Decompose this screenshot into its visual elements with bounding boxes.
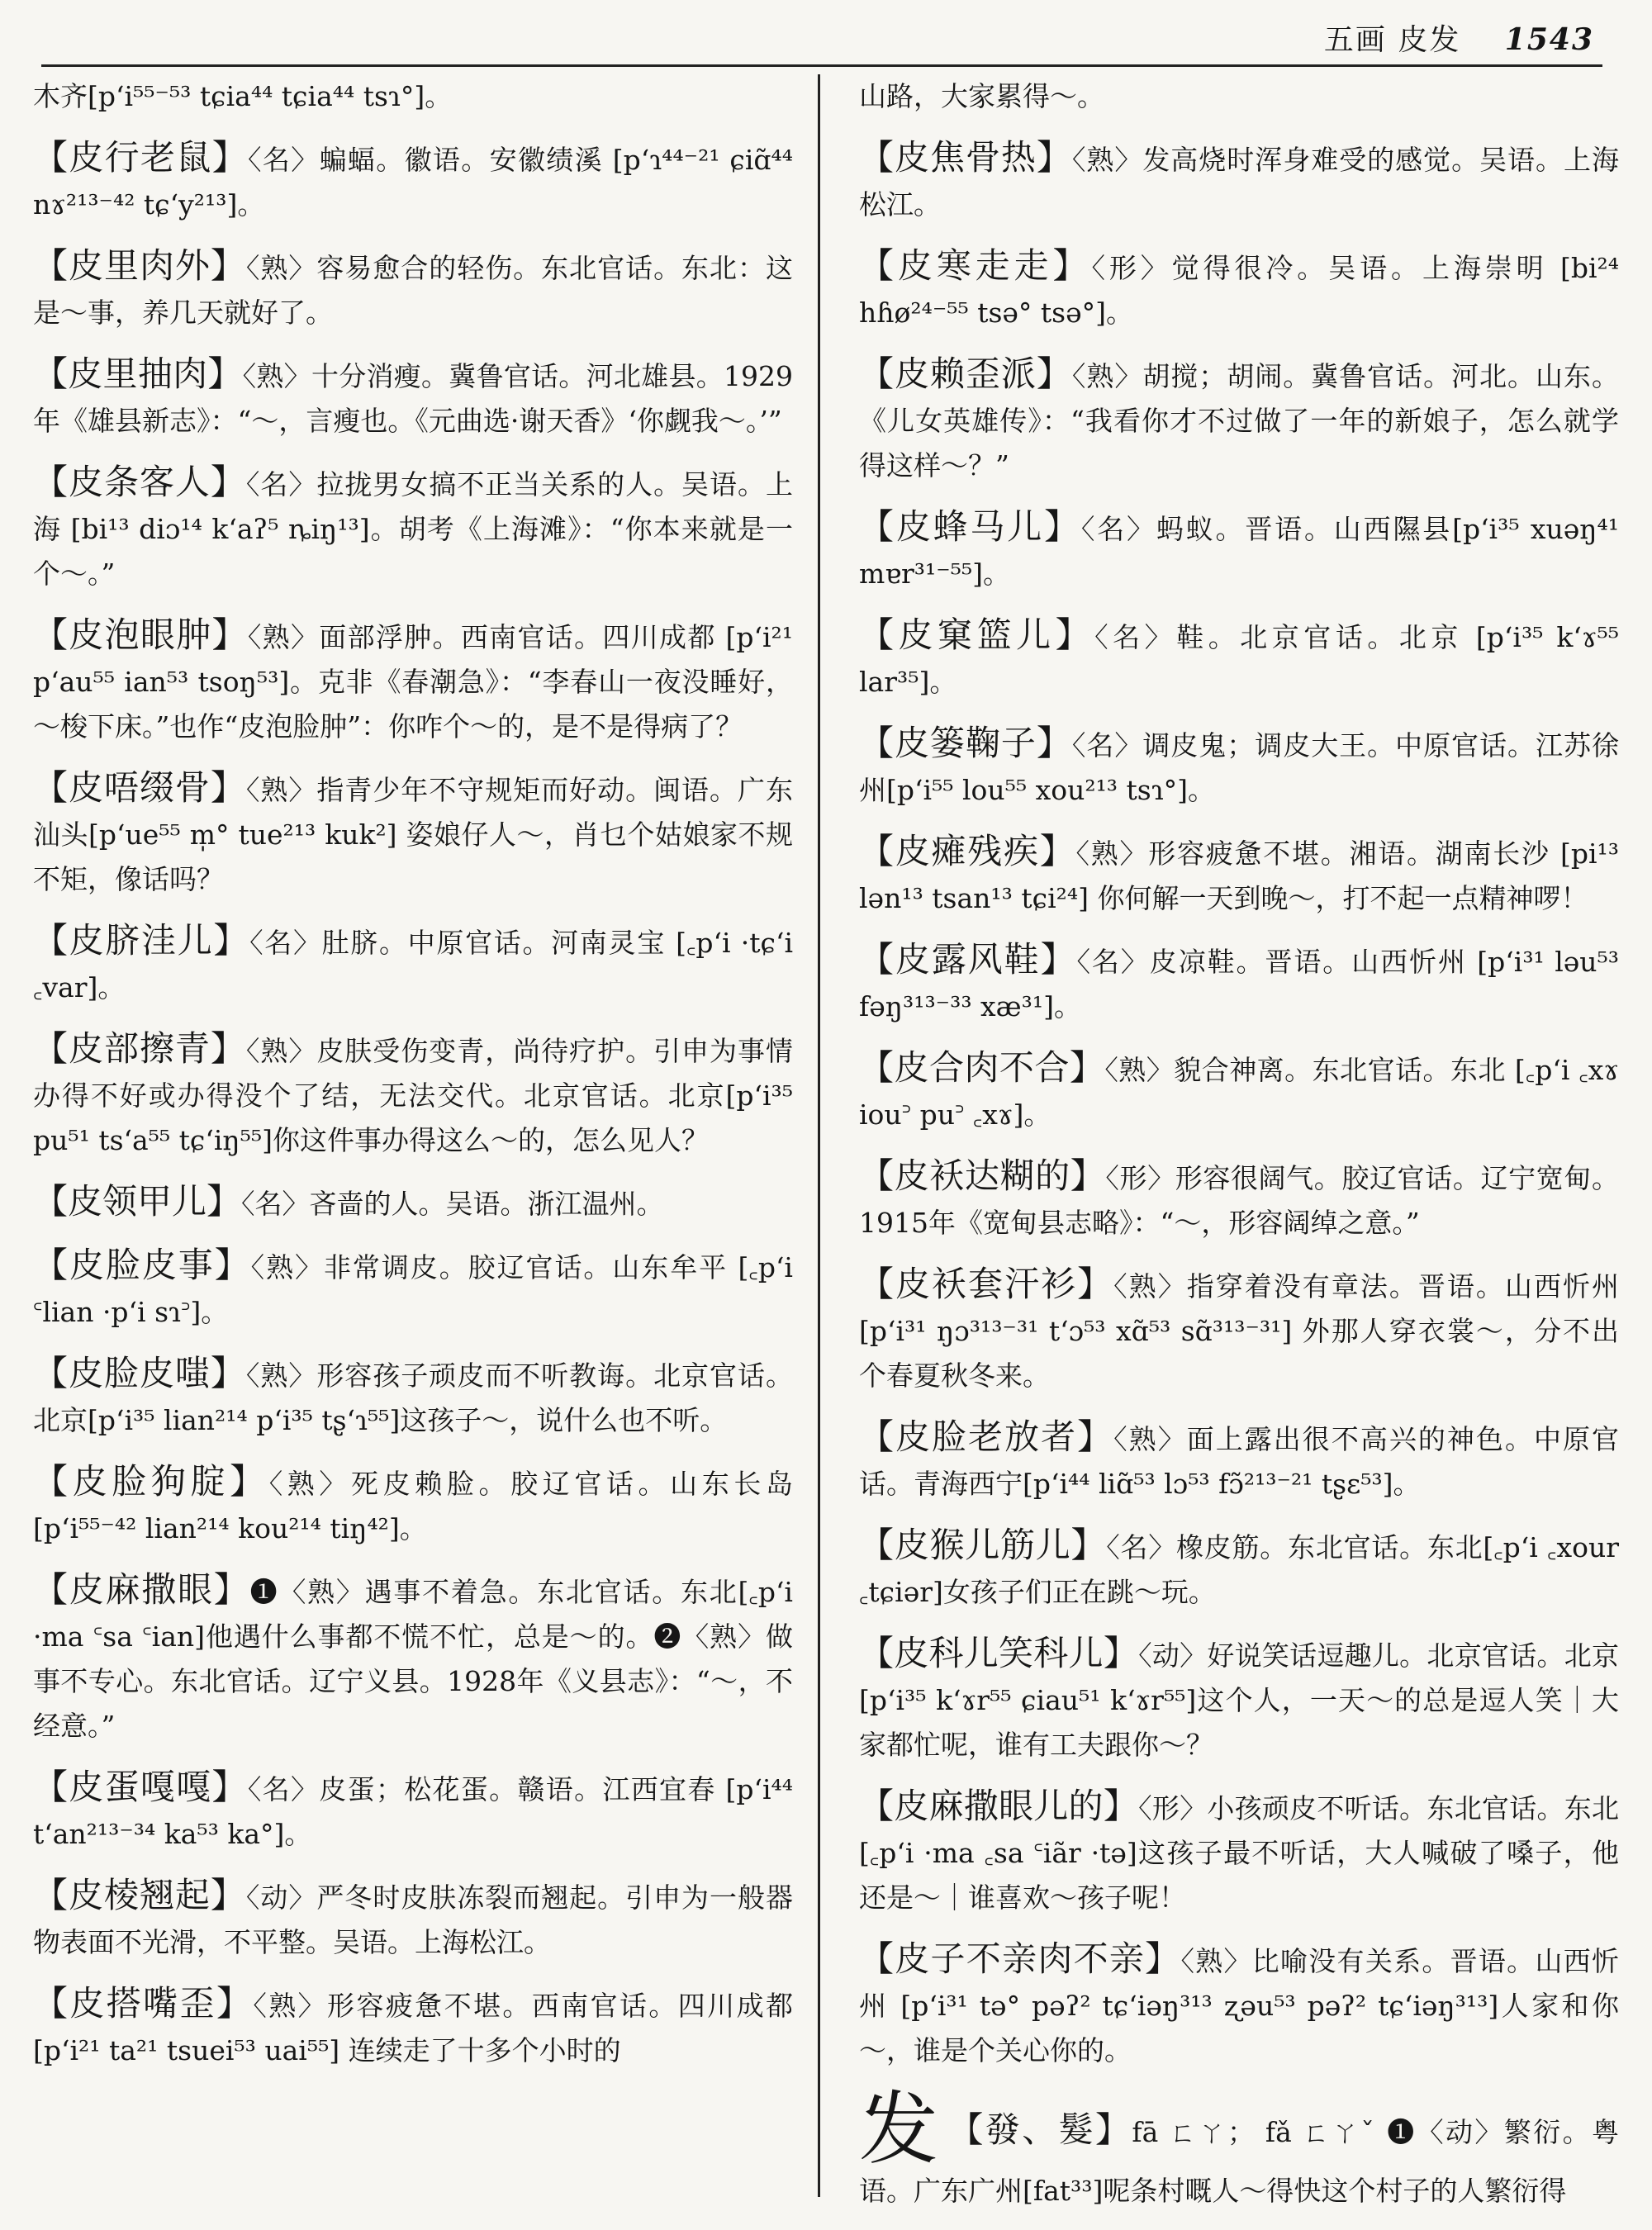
- entry: [33, 244, 793, 335]
- entry: [859, 1046, 1619, 1137]
- entry-definition: fā ㄈㄚ； fǎ ㄈㄚˇ ❶〈动〉繁衍。粤语。广东广州[fat³³]呢条村嘅人～得快这个村子的人繁衍得: [859, 2116, 1619, 2207]
- entry-headword: 【皮唔缀骨】: [33, 767, 246, 808]
- entry: [33, 1981, 793, 2073]
- column-divider: [818, 74, 820, 2197]
- entry-definition: 〈动〉好说笑话逗趣儿。北京官话。北京[pʻi³⁵ kʻɤr⁵⁵ ɕiau⁵¹ kʻɤr⁵⁵]这个人，一天～的总是逗人笑｜大家都忙呢，谁有工夫跟你～？: [859, 1639, 1619, 1761]
- entry-definition: 〈熟〉形容孩子顽皮而不听教诲。北京官话。北京[pʻi³⁵ lian²¹⁴ pʻi³⁵ tʂʻɿ⁵⁵]这孩子～，说什么也不听。: [33, 1359, 793, 1436]
- entry-headword: 【皮猴儿筋儿】: [859, 1525, 1107, 1565]
- entry: [859, 829, 1619, 921]
- entry: [33, 766, 793, 902]
- entry-definition: 〈熟〉比喻没有关系。晋语。山西忻州 [pʻi³¹ tə° pəʔ² tɕʻiəŋ³¹³ ʐəu⁵³ pəʔ² tɕʻiəŋ³¹³]人家和你～，谁是个关心你的。: [859, 1945, 1619, 2066]
- entry-headword: 【皮脐洼儿】: [33, 920, 250, 961]
- entry-headword: 【皮露风鞋】: [859, 939, 1077, 980]
- entry-headword: 【皮合肉不合】: [859, 1047, 1105, 1088]
- entry-headword: 【皮领甲儿】: [33, 1181, 242, 1222]
- entry-headword: 【皮部擦青】: [33, 1028, 246, 1069]
- entry-headword: 【皮棱翘起】: [33, 1875, 246, 1915]
- entry-headword: 【皮脸皮事】: [33, 1245, 251, 1285]
- entry-definition: 〈形〉小孩顽皮不听话。东北官话。东北[꜀pʻi ·ma ꜀sa ꜂iãr ·tə]这孩子最不听话，大人喊破了嗓子，他还是～｜谁喜欢～孩子呢！: [859, 1792, 1619, 1914]
- entry-definition: 〈名〉皮蛋；松花蛋。赣语。江西宜春 [pʻi⁴⁴ tʻan²¹³⁻³⁴ ka⁵³ ka°]。: [33, 1773, 793, 1850]
- entry-headword: 【皮寒走走】: [859, 245, 1092, 286]
- entry: [859, 135, 1619, 227]
- entry-definition: 〈熟〉胡搅；胡闹。冀鲁官话。河北。山东。《儿女英雄传》：“我看你才不过做了一年的新娘子，怎么就学得这样～？”: [859, 360, 1619, 482]
- entry: [859, 1631, 1619, 1767]
- entry: [33, 1243, 793, 1335]
- entry: [859, 1154, 1619, 1245]
- entry: [33, 460, 793, 596]
- entry-definition: 〈名〉拉拢男女搞不正当关系的人。吴语。上海 [bi¹³ diɔ¹⁴ kʻaʔ⁵ ȵiŋ¹³]。胡考《上海滩》：“你本来就是一个～。”: [33, 468, 793, 590]
- entry-definition: 〈名〉鞋。北京官话。北京 [pʻi³⁵ kʻɤ⁵⁵ lar³⁵]。: [859, 621, 1619, 698]
- entry-definition: 〈名〉调皮鬼；调皮大王。中原官话。江苏徐州[pʻi⁵⁵ lou⁵⁵ xou²¹³ tsɿ°]。: [859, 729, 1619, 806]
- entry-definition: 〈名〉蝙蝠。徽语。安徽绩溪 [pʻɿ⁴⁴⁻²¹ ɕiɑ̃⁴⁴ nɤ²¹³⁻⁴² tɕʻy²¹³]。: [33, 144, 793, 221]
- entry-headword: 【皮窠篮儿】: [859, 614, 1095, 655]
- page-number: 1543: [1504, 22, 1594, 57]
- entry: [33, 1765, 793, 1857]
- entry-headword: 【皮里抽肉】: [33, 353, 243, 394]
- entry-headword: 【皮行老鼠】: [33, 137, 249, 178]
- entry-definition: 〈名〉肚脐。中原官话。河南灵宝 [꜀pʻi ·tɕʻi ꜀var]。: [33, 927, 793, 1004]
- entry-definition: 〈熟〉皮肤受伤变青，尚待疗护。引申为事情办得不好或办得没个了结，无法交代。北京官话。北京[pʻi³⁵ pu⁵¹ tsʻa⁵⁵ tɕʻiŋ⁵⁵]你这件事办得这么～的，怎么见人？: [33, 1035, 793, 1156]
- entry: [859, 352, 1619, 488]
- entry: [33, 135, 793, 227]
- page-header: [1324, 17, 1594, 59]
- entry: [859, 1784, 1619, 1920]
- continued-text: 木齐[pʻi⁵⁵⁻⁵³ tɕia⁴⁴ tɕia⁴⁴ tsɿ°]。: [33, 80, 453, 112]
- entry-definition: 〈熟〉死皮赖脸。胶辽官话。山东长岛 [pʻi⁵⁵⁻⁴² lian²¹⁴ kou²¹⁴ tiŋ⁴²]。: [33, 1468, 793, 1544]
- entry: [859, 1937, 1619, 2073]
- entry: [33, 1568, 793, 1748]
- entry: [33, 1459, 793, 1551]
- main-character: 发: [859, 2083, 941, 2175]
- entry: [859, 721, 1619, 813]
- entry: [859, 1262, 1619, 1398]
- entry-headword: 【皮麻撒眼】: [33, 1569, 250, 1610]
- entry-definition: 〈熟〉面上露出很不高兴的神色。中原官话。青海西宁[pʻi⁴⁴ liɑ̃⁵³ lɔ⁵³ fɔ̃²¹³⁻²¹ tʂɛ⁵³]。: [859, 1423, 1619, 1500]
- entry-definition: 〈熟〉形容疲惫不堪。湘语。湖南长沙 [pi¹³ lən¹³ tsan¹³ tɕi²⁴] 你何解一天到晚～，打不起一点精神啰！: [859, 837, 1619, 914]
- entry-definition: 〈熟〉指青少年不守规矩而好动。闽语。广东汕头[pʻue⁵⁵ m̩° tue²¹³ kuk²] 姿娘仔人～，肖乜个姑娘家不规不矩，像话吗？: [33, 774, 793, 895]
- entry-definition: 〈名〉皮凉鞋。晋语。山西忻州 [pʻi³¹ ləu⁵³ fəŋ³¹³⁻³³ xæ³¹]。: [859, 946, 1619, 1022]
- entry-headword: 【皮科儿笑科儿】: [859, 1633, 1139, 1673]
- entry-headword: 【皮脸老放者】: [859, 1416, 1114, 1457]
- continued-text: 山路，大家累得～。: [859, 80, 1104, 112]
- entry: [33, 1027, 793, 1163]
- right-column: [859, 74, 1619, 2230]
- entry-headword: 【皮麻撒眼儿的】: [859, 1786, 1139, 1826]
- entry: [33, 1873, 793, 1965]
- entry-definition: 〈形〉觉得很冷。吴语。上海崇明 [bi²⁴ hɦø²⁴⁻⁵⁵ tsə° tsə°]。: [859, 252, 1619, 329]
- entry-headword: 【皮赖歪派】: [859, 353, 1072, 394]
- entry-definition: 〈熟〉形容疲惫不堪。西南官话。四川成都[pʻi²¹ ta²¹ tsuei⁵³ uai⁵⁵] 连续走了十多个小时的: [33, 1990, 793, 2066]
- left-column: [33, 74, 793, 2090]
- section-title: 五画 皮发: [1323, 23, 1461, 57]
- entry-headword: 【皮篓鞠子】: [859, 723, 1072, 763]
- entry: [33, 352, 793, 444]
- entry: [33, 1179, 793, 1226]
- entry-definition: 〈熟〉发高烧时浑身难受的感觉。吴语。上海松江。: [859, 144, 1619, 221]
- entry-headword: 【皮蜂马儿】: [859, 506, 1081, 547]
- entry-definition: 〈动〉严冬时皮肤冻裂而翘起。引申为一般器物表面不光滑，不平整。吴语。上海松江。: [33, 1881, 793, 1958]
- entry-headword: 【皮焦骨热】: [859, 137, 1072, 178]
- entry-headword: 【皮蛋嘎嘎】: [33, 1767, 248, 1807]
- entry-definition: 〈熟〉容易愈合的轻伤。东北官话。东北：这是～事，养几天就好了。: [33, 252, 793, 329]
- entry-definition: 〈熟〉十分消瘦。冀鲁官话。河北雄县。1929年《雄县新志》：“～，言瘦也。《元曲选·谢天香》‘你觑我～。’”: [33, 360, 793, 437]
- entry-definition: 〈熟〉指穿着没有章法。晋语。山西忻州[pʻi³¹ ŋɔ³¹³⁻³¹ tʻɔ⁵³ xɑ̃⁵³ sɑ̃³¹³⁻³¹] 外那人穿衣裳～，分不出个春夏秋冬来。: [859, 1270, 1619, 1392]
- entry: [859, 1523, 1619, 1615]
- entry-headword: 【發、髮】: [948, 2109, 1132, 2150]
- entry-definition: ❶〈熟〉遇事不着急。东北官话。东北[꜀pʻi ·ma ꜂sa ꜂ian]他遇什么事都不慌不忙，总是～的。❷〈熟〉做事不专心。东北官话。辽宁义县。1928年《义县志》：“～，不经意。”: [33, 1576, 793, 1742]
- entry: [859, 1415, 1619, 1506]
- entry-headword: 【皮袄达糊的】: [859, 1155, 1106, 1196]
- entry-definition: 〈名〉蚂蚁。晋语。山西隰县[pʻi³⁵ xuəŋ⁴¹ mɐr³¹⁻⁵⁵]。: [859, 513, 1619, 590]
- entry-definition: 〈熟〉面部浮肿。西南官话。四川成都 [pʻi²¹ pʻau⁵⁵ ian⁵³ tsoŋ⁵³]。克非《春潮急》：“李春山一夜没睡好，～梭下床。”也作“皮泡脸肿”：你咋个～的，是不是得病了？: [33, 621, 793, 743]
- entry-headword: 【皮袄套汗衫】: [859, 1264, 1114, 1304]
- entry: [859, 244, 1619, 335]
- entry-headword: 【皮搭嘴歪】: [33, 1983, 254, 2024]
- entry-headword: 【皮瘫残疾】: [859, 831, 1076, 871]
- header-rule: [41, 64, 1602, 67]
- entry-headword: 【皮泡眼肿】: [33, 614, 248, 655]
- entry-definition: 〈名〉吝啬的人。吴语。浙江温州。: [241, 1188, 664, 1220]
- entry: [859, 937, 1619, 1029]
- entry-definition: 〈熟〉非常调皮。胶辽官话。山东牟平 [꜀pʻi ꜂lian ·pʻi sɿ꜄]。: [33, 1251, 793, 1328]
- entry: [859, 613, 1619, 705]
- entry-headword: 【皮脸狗腚】: [33, 1461, 269, 1502]
- entry-headword: 【皮里肉外】: [33, 245, 246, 286]
- entry: [33, 613, 793, 749]
- entry-definition: 〈熟〉貌合神离。东北官话。东北 [꜀pʻi ꜀xɤ iou꜄ pu꜄ ꜀xɤ]。: [859, 1054, 1619, 1131]
- entry-headword: 【皮脸皮嗤】: [33, 1353, 246, 1393]
- entry: [33, 918, 793, 1010]
- entry: [33, 1351, 793, 1443]
- entry-definition: 〈名〉橡皮筋。东北官话。东北[꜀pʻi ꜀xour ꜀tɕiər]女孩子们正在跳～玩。: [859, 1531, 1619, 1608]
- entry-definition: 〈形〉形容很阔气。胶辽官话。辽宁宽甸。1915年《宽甸县志略》：“～，形容阔绰之意。”: [859, 1162, 1619, 1239]
- entry-fa: [859, 2083, 1619, 2213]
- entry-headword: 【皮条客人】: [33, 462, 246, 502]
- entry: [859, 505, 1619, 596]
- entry-headword: 【皮子不亲肉不亲】: [859, 1938, 1181, 1979]
